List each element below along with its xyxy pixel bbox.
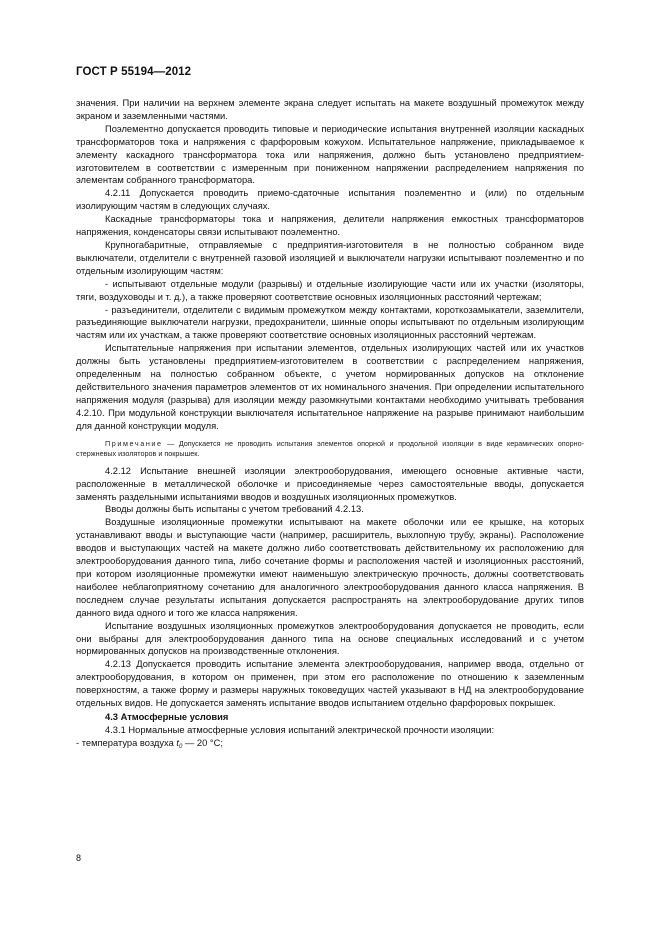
list-item-suffix: — 20 °С; (182, 737, 223, 748)
clause-4-2-12: 4.2.12 Испытание внешней изоляции электрооборудования, имеющего основные активные части, расположенные в металлической оболочке и присоединяемые через самостоятельные вводы, допускается заменять раздельными испытаниями вводов и воздушных изоляционных промежутков. (76, 465, 584, 502)
paragraph: значения. При наличии на верхнем элементе экрана следует испытать на макете воздушный промежуток между экраном и заземленными частями. (76, 98, 584, 121)
list-item (76, 737, 584, 754)
clause-4-2-11: 4.2.11 Допускается проводить приемо-сдаточные испытания поэлементно и (или) по отдельным изолирующим частям в следующих случаях. (76, 188, 584, 212)
clause-4-2-13: 4.2.13 Допускается проводить испытание элемента электрооборудования, например ввода, отдельно от электрооборудования, в котором он применен, при этом его расположение по отношению к заземленным поверхностям, а также форму и размеры наружных токоведущих частей указывают в НД на электрооборудование отдельных видов. Не допускается заменять испытание вводов испытанием отдельно фарфоровых покрышек. (76, 659, 584, 709)
paragraph: Крупногабаритные, отправляемые с предприятия-изготовителя в не полностью собранном виде выключатели, отделители с внутренней газовой изоляцией и выключатели нагрузки испытывают поэлементно и по отдельным изолирующим частям: (76, 239, 584, 276)
list-item: - испытывают отдельные модули (разрывы) и отдельные изолирующие части или их участки (изоляторы, тяги, воздуховоды и т. д.), а также проверяют соответствие основных изоляционных расстояний чертежам; (76, 278, 584, 302)
body-text (76, 97, 584, 754)
list-item: - разъединители, отделители с видимым промежутком между контактами, короткозамыкатели, заземлители, разъединяющие выключатели нагрузки, предохранители, шинные опоры испытывают по отдельным изолирующим частям или их участкам, а также проверяют соответствие основных изоляционных расстояний чертежам. (76, 304, 584, 341)
section-heading: 4.3 Атмосферные условия (105, 711, 229, 722)
paragraph: Испытание воздушных изоляционных промежутков электрооборудования допускается не проводить, если они выбраны для электрооборудования данного типа на основе специальных исследований и с учетом нормированных допусков на производственные отклонения. (76, 620, 584, 657)
paragraph: Вводы должны быть испытаны с учетом требований 4.2.13. (105, 504, 364, 515)
paragraph: Поэлементно допускается проводить типовые и периодические испытания внутренней изоляции каскадных трансформаторов тока и напряжения с фарфоровым кожухом. Испытательное напряжение, прикладываемое к элементу каскадного трансформатора тока или напряжения, должно быть установлено предприятием-изготовителем в соответствии с измеренным при пониженном напряжении распределением напряжения по элементам собранного трансформатора. (76, 123, 584, 186)
paragraph: Каскадные трансформаторы тока и напряжения, делители напряжения емкостных трансформаторов напряжения, конденсаторы связи испытывают поэлементно. (76, 214, 584, 238)
note-label: Примечание (105, 438, 163, 448)
paragraph: Испытательные напряжения при испытании элементов, отдельных изолирующих частей или их участков должны быть установлены предприятием-изготовителем в соответствии с распределением напряжения, определенным на полностью собранном объекте, с учетом нормированных допусков на отклонение действительного значения параметров элементов от их номинального значения. При определении испытательного напряжения модуля (разрыва) для изоляции между разомкнутыми контактами необходимо учитывать требования 4.2.10. При модульной конструкции выключателя испытательное напряжение на разрыве принимают наибольшим для данной конструкции модуля. (76, 343, 584, 431)
paragraph: Воздушные изоляционные промежутки испытывают на макете оболочки или ее крышке, на которых устанавливают вводы и выступающие части (например, расширитель, выхлопную трубу, экраны). Расположение вводов и выступающих частей на макете должно либо соответствовать действительному их расположению для электрооборудования данного типа, либо сочетание формы и расположения частей и изоляционных расстояний, при котором изоляционные промежутки имеют наименьшую электрическую прочность, должны соответствовать наиболее неблагоприятному сочетанию для аналогичного электрооборудования данного класса напряжения. В последнем случае результаты испытания допускается распространять на электрооборудование других типов данного вида одного и того же класса напряжения. (76, 517, 584, 618)
list-item-prefix: - температура воздуха (76, 737, 177, 748)
temperature-variable: t (176, 737, 180, 748)
temperature-subscript: 0 (179, 743, 183, 750)
page-number: 8 (76, 853, 82, 863)
document-code-header: ГОСТ Р 55194—2012 (76, 66, 192, 78)
clause-4-3-1: 4.3.1 Нормальные атмосферные условия испытаний электрической прочности изоляции: (105, 724, 495, 735)
note (76, 439, 584, 460)
note-text: — Допускается не проводить испытания элементов опорной и продольной изоляции в виде керамических опорно-стержневых изоляторов и покрышек. (76, 438, 584, 459)
